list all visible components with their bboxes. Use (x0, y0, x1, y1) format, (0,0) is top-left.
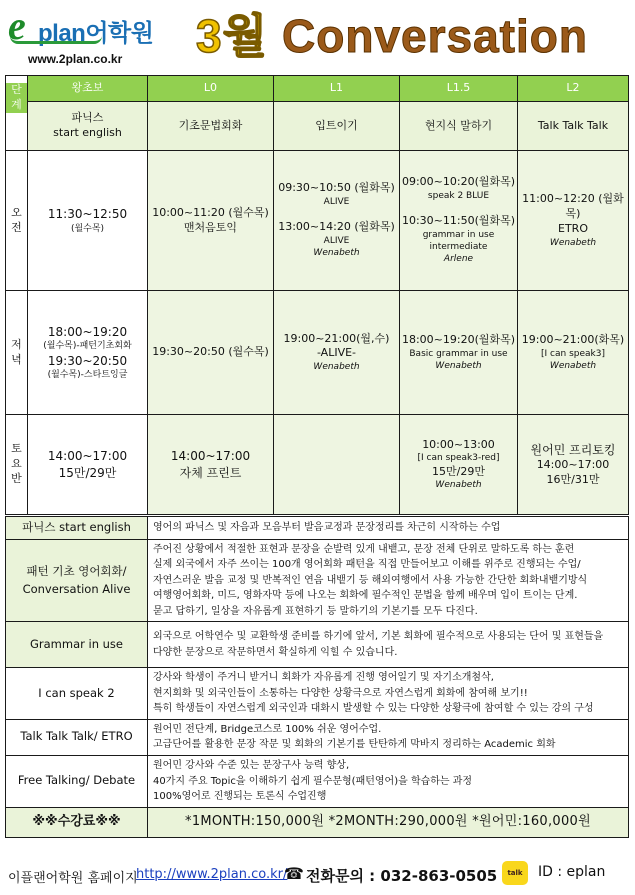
pm-4-time: 19:00~21:00(화목) (521, 332, 625, 346)
am-3-course2: grammar in use (422, 230, 495, 241)
am-4-teacher: Wenabeth (549, 237, 597, 248)
period-saturday-char1: 토 (11, 442, 22, 456)
sat-cell-3 (400, 415, 518, 515)
period-evening (6, 291, 28, 415)
sat-1-time: 14:00~17:00 (170, 449, 251, 464)
desc-3-line-0: 강사와 학생이 주거니 받거니 회화가 자유롭게 진행 영어일기 및 자기소개첨삭, (153, 672, 494, 684)
desc-text-5 (148, 755, 629, 807)
kakao-id: ID : eplan (538, 864, 606, 880)
pm-3-teacher: Wenabeth (435, 360, 482, 371)
sat-3-course: [I can speak3-red] (417, 453, 500, 464)
pm-2-course: -ALIVE- (316, 346, 357, 360)
level-2: L1 (274, 76, 400, 102)
period-morning-char1: 오 (11, 205, 22, 219)
level-0: 왕초보 (28, 76, 148, 102)
pm-cell-1 (148, 291, 274, 415)
course-description-table (5, 516, 629, 838)
pm-0-course1: (월수목)-패턴기초회화 (43, 341, 132, 352)
pm-0-time2: 19:30~20:50 (47, 353, 128, 368)
pm-cell-2 (274, 291, 400, 415)
am-4-course: ETRO (558, 221, 588, 235)
desc-label-2: Grammar in use (6, 622, 148, 668)
title-month: 3월 (196, 10, 269, 62)
desc-4-line-1: 고급단어를 활용한 문장 작문 및 회화의 기본기를 탄탄하게 막바지 정리하는 Academic 회화 (153, 739, 556, 751)
am-cell-2 (274, 151, 400, 291)
page-title (196, 0, 588, 66)
page-header (0, 0, 635, 72)
period-evening-char1: 저 (11, 337, 22, 351)
pm-3-time: 18:00~19:20(월화목) (401, 332, 516, 346)
sat-1-course: 자체 프린트 (179, 465, 242, 480)
am-cell-0 (28, 151, 148, 291)
desc-2-line-0: 외국으로 어학연수 및 교환학생 준비를 하기에 앞서, 기본 회화에 필수적으로 사용되는 단어 및 표현들을 (153, 631, 604, 643)
desc-text-0 (148, 517, 629, 540)
am-3-teacher: Arlene (443, 254, 474, 265)
desc-row-3 (6, 668, 629, 720)
level-4: L2 (518, 76, 629, 102)
logo-e: e (8, 3, 26, 48)
desc-1-line-1: 실제 외국에서 자주 쓰이는 100개 영어회화 패턴을 직접 만들어보고 이해를 위주로 진행되는 수업/ (153, 559, 581, 571)
desc-0-line-0: 영어의 파닉스 및 자음과 모음부터 발음교정과 문장정리를 차근히 시작하는 수업 (153, 522, 501, 534)
level-header-row (6, 76, 629, 102)
course-name-2: 입트이기 (274, 102, 400, 151)
sat-cell-4 (518, 415, 629, 515)
homepage-link[interactable]: http://www.2plan.co.kr/ (136, 867, 288, 882)
phone-icon: ☎ (284, 864, 304, 883)
period-morning-char2: 전 (11, 220, 22, 234)
am-4-time: 11:00~12:20 (월화목) (522, 192, 624, 220)
course-name-1: 기초문법회화 (148, 102, 274, 151)
sat-cell-1 (148, 415, 274, 515)
desc-5-line-0: 원어민 강사와 수준 있는 문장구사 능력 향상, (153, 760, 350, 772)
desc-text-1 (148, 539, 629, 622)
site-url: www.2plan.co.kr (28, 52, 123, 66)
desc-label-1 (6, 539, 148, 622)
corner-top: 단계 (6, 83, 27, 113)
title-word: Conversation (282, 10, 588, 62)
pm-0-time1: 18:00~19:20 (47, 325, 128, 340)
pm-4-teacher: Wenabeth (549, 360, 597, 371)
am-0-days: (월수목) (70, 223, 105, 234)
eplan-logo[interactable] (8, 3, 158, 48)
desc-5-line-1: 40가지 주요 Topic을 이해하기 쉽게 필수문형(패턴영어)을 학습하는 과정 (153, 775, 473, 787)
period-morning (6, 151, 28, 291)
am-3-course2-level: intermediate (429, 242, 488, 253)
am-2-time1: 09:30~10:50 (월화목) (278, 181, 395, 195)
level-3: L1.5 (400, 76, 518, 102)
course-name-0-line2: start english (53, 126, 122, 139)
am-cell-3 (400, 151, 518, 291)
pm-4-course: [I can speak3] (541, 348, 605, 359)
am-2-teacher: Wenabeth (313, 248, 360, 259)
am-3-time2: 10:30~11:50(월화목) (401, 214, 516, 228)
desc-label-3: I can speak 2 (6, 668, 148, 720)
desc-1-line-2: 자연스러운 발음 교정 및 반복적인 연음 내뱉기 등 해외여행에서 사용 가능한 간단한 회화내뱉기방식 (153, 574, 588, 586)
level-1: L0 (148, 76, 274, 102)
sat-3-time: 10:00~13:00 (422, 437, 495, 451)
homepage-label: 이플랜어학원 홈페이지 (8, 871, 138, 886)
am-2-course2: ALIVE (323, 236, 350, 247)
period-evening-char2: 녁 (11, 352, 22, 366)
fee-row (6, 807, 629, 837)
desc-row-2 (6, 622, 629, 668)
pm-1-time: 19:30~20:50 (월수목) (152, 345, 269, 359)
morning-row (6, 151, 629, 291)
course-name-row (6, 102, 629, 151)
pm-2-teacher: Wenabeth (313, 362, 360, 373)
corner-cell (6, 76, 28, 151)
phone-number: 전화문의 : 032-863-0505 (306, 867, 498, 885)
pm-2-time: 19:00~21:00(월,수) (283, 331, 390, 345)
course-name-4: Talk Talk Talk (518, 102, 629, 151)
period-saturday-char3: 반 (11, 471, 22, 485)
desc-1-line-0: 주어진 상황에서 적절한 표현과 문장을 순발력 있게 내뱉고, 문장 전체 단위로 말하도록 하는 훈련 (153, 543, 575, 555)
desc-2-line-1: 다양한 문장으로 작문하면서 확실하게 익힐 수 있습니다. (153, 646, 398, 658)
course-name-3: 현지식 말하기 (400, 102, 518, 151)
pm-3-course: Basic grammar in use (409, 348, 508, 359)
sat-4-time: 14:00~17:00 (536, 457, 610, 471)
desc-text-3 (148, 668, 629, 720)
sat-3-teacher: Wenabeth (435, 480, 482, 491)
period-saturday-char2: 요 (11, 457, 22, 471)
desc-label-0: 파닉스 start english (6, 517, 148, 540)
sat-0-price: 15만/29만 (58, 465, 117, 480)
pm-cell-3 (400, 291, 518, 415)
course-name-0 (28, 102, 148, 151)
am-2-course1: ALIVE (323, 197, 350, 208)
desc-row-4 (6, 719, 629, 755)
period-saturday (6, 415, 28, 515)
sat-4-price: 16만/31만 (546, 472, 600, 486)
desc-3-line-2: 특히 학생들이 자연스럽게 외국인과 대화시 발생할 수 있는 다양한 상황극에 참여할 수 있는 강의 구성 (153, 703, 594, 715)
am-cell-1 (148, 151, 274, 291)
am-3-course1: speak 2 BLUE (427, 191, 490, 202)
sat-0-time: 14:00~17:00 (47, 449, 128, 464)
desc-label-4: Talk Talk Talk/ ETRO (6, 719, 148, 755)
saturday-row (6, 415, 629, 515)
am-1-time: 10:00~11:20 (월수목) (152, 205, 269, 219)
pm-0-course2: (월수목)-스타트잉글 (47, 369, 128, 380)
pm-cell-4 (518, 291, 629, 415)
course-name-0-line1: 파닉스 (71, 111, 104, 125)
am-0-time: 11:30~12:50 (47, 207, 128, 222)
am-2-time2: 13:00~14:20 (월화목) (278, 220, 395, 234)
desc-row-0 (6, 517, 629, 540)
desc-4-line-0: 원어민 전단계, Bridge코스로 100% 쉬운 영어수업. (153, 723, 382, 735)
sat-4-course: 원어민 프리토킹 (530, 442, 616, 457)
logo-text: plan어학원 (38, 20, 154, 47)
page-footer (0, 855, 635, 895)
sat-cell-0 (28, 415, 148, 515)
fee-label: ※※수강료※※ (6, 807, 148, 837)
am-1-course: 맨처음토익 (183, 220, 238, 234)
fee-text: *1MONTH:150,000원 *2MONTH:290,000원 *원어민:160,000원 (148, 807, 629, 837)
desc-5-line-2: 100%영어로 진행되는 토론식 수업진행 (153, 791, 327, 803)
desc-label-5: Free Talking/ Debate (6, 755, 148, 807)
pm-cell-0 (28, 291, 148, 415)
sat-3-price: 15만/29만 (432, 464, 485, 478)
desc-1-line-3: 여행영어회화, 미드, 영화자막 등에 나오는 회화에 필수적인 문법을 함께 배우며 입이 트이는 단계. (153, 590, 578, 602)
sat-cell-2 (274, 415, 400, 515)
am-3-time1: 09:00~10:20(월화목) (401, 175, 516, 189)
am-cell-4 (518, 151, 629, 291)
corner-bottom: 시간 (11, 113, 22, 141)
evening-row (6, 291, 629, 415)
desc-3-line-1: 현지회화 및 외국인들이 소통하는 다양한 상황극으로 자연스럽게 회화에 참여해 보기!! (153, 687, 528, 699)
desc-row-5 (6, 755, 629, 807)
desc-row-1 (6, 539, 629, 622)
desc-text-2 (148, 622, 629, 668)
logo-swoosh-icon (10, 36, 102, 44)
desc-1-line-4: 묻고 답하기, 일상을 자유롭게 표현하기 등 말하기의 기본기를 모두 다진다. (153, 605, 478, 617)
schedule-table (5, 75, 629, 515)
kakaotalk-icon: talk (502, 861, 528, 885)
desc-1-label-text: 패턴 기초 영어회화/ Conversation Alive (22, 563, 131, 596)
desc-text-4 (148, 719, 629, 755)
